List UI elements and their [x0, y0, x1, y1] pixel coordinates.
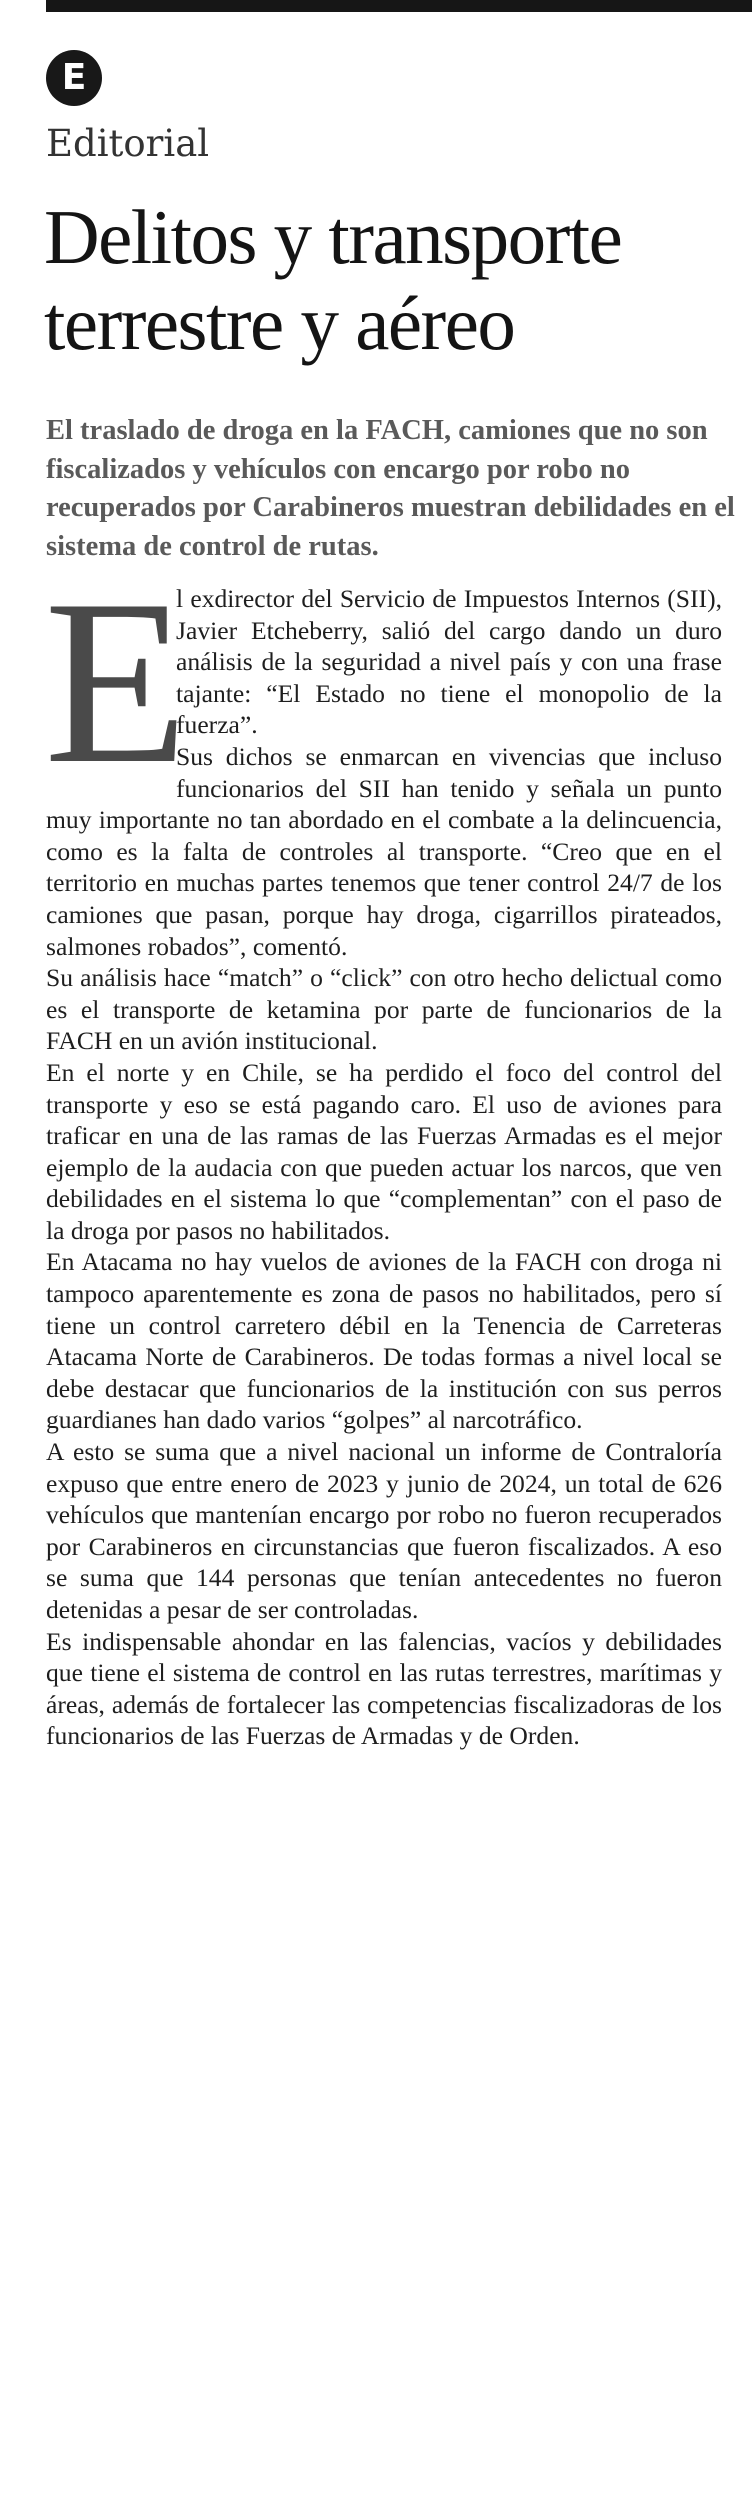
drop-cap [44, 552, 189, 813]
drop-cap-letter: E [44, 552, 189, 813]
deck-summary: El traslado de droga en la FACH, camiones que no son fiscalizados y vehículos con encargo por robo no recuperados por Carabineros muestran debilidades en el sistema de control de rutas. [46, 415, 735, 562]
paragraph-5: En Atacama no hay vuelos de aviones de la FACH con droga ni tampoco aparentemente es zona de pasos no habilitados, pero sí tiene un control carretero débil en la Tenencia de Carreteras Atacama Norte de Carabineros. De todas formas a nivel local se debe destacar que funcionarios de la institución con sus perros guardianes han dado varios “golpes” al narcotráfico. [46, 1247, 722, 1435]
section-badge-icon: E [46, 50, 102, 106]
paragraph-7: Es indispensable ahondar en las falencias, vacíos y debilidades que tiene el sistema de control en las rutas terrestres, marítimas y áreas, además de fortalecer las competencias fiscalizadoras de los funcionarios de las Fuerzas de Armadas y de Orden. [46, 1626, 722, 1751]
section-label: Editorial [46, 122, 210, 165]
article-body [44, 552, 722, 1752]
top-rule [46, 0, 752, 12]
paragraph-2: Sus dichos se enmarcan en vivencias que incluso funcionarios del SII han tenido y señala un punto muy importante no tan abordado en el combate a la delincuencia, como es la falta de controles al transporte. “Creo que en el territorio en muchas partes tenemos que tener control 24/7 de los camiones que pasan, porque hay droga, cigarrillos pirateados, salmones robados”, comentó. [46, 741, 722, 961]
headline: Delitos y transporte terrestre y aéreo [44, 194, 622, 366]
paragraph-3: Su análisis hace “match” o “click” con otro hecho delictual como es el transporte de ketamina por parte de funcionarios de la FACH en un avión institucional. [46, 963, 722, 1056]
paragraph-1: l exdirector del Servicio de Impuestos Internos (SII), Javier Etcheberry, salió del cargo dando un duro análisis de la seguridad a nivel país y con una frase tajante: “El Estado no tiene el monopolio de la fuerza”. [176, 584, 722, 740]
paragraph-6: A esto se suma que a nivel nacional un informe de Contraloría expuso que entre enero de 2023 y junio de 2024, un total de 626 vehículos que mantenían encargo por robo no fueron recuperados por Carabineros en circunstancias que fueron fiscalizados. A eso se suma que 144 personas que tenían antecedentes no fueron detenidas a pesar de ser controladas. [46, 1437, 722, 1624]
paragraph-4: En el norte y en Chile, se ha perdido el foco del control del transporte y eso se está pagando caro. El uso de aviones para traficar en una de las ramas de las Fuerzas Armadas es el mejor ejemplo de la audacia con que pueden actuar los narcos, que ven debilidades en el sistema lo que “complementan” con el paso de la droga por pasos no habilitados. [46, 1057, 722, 1245]
